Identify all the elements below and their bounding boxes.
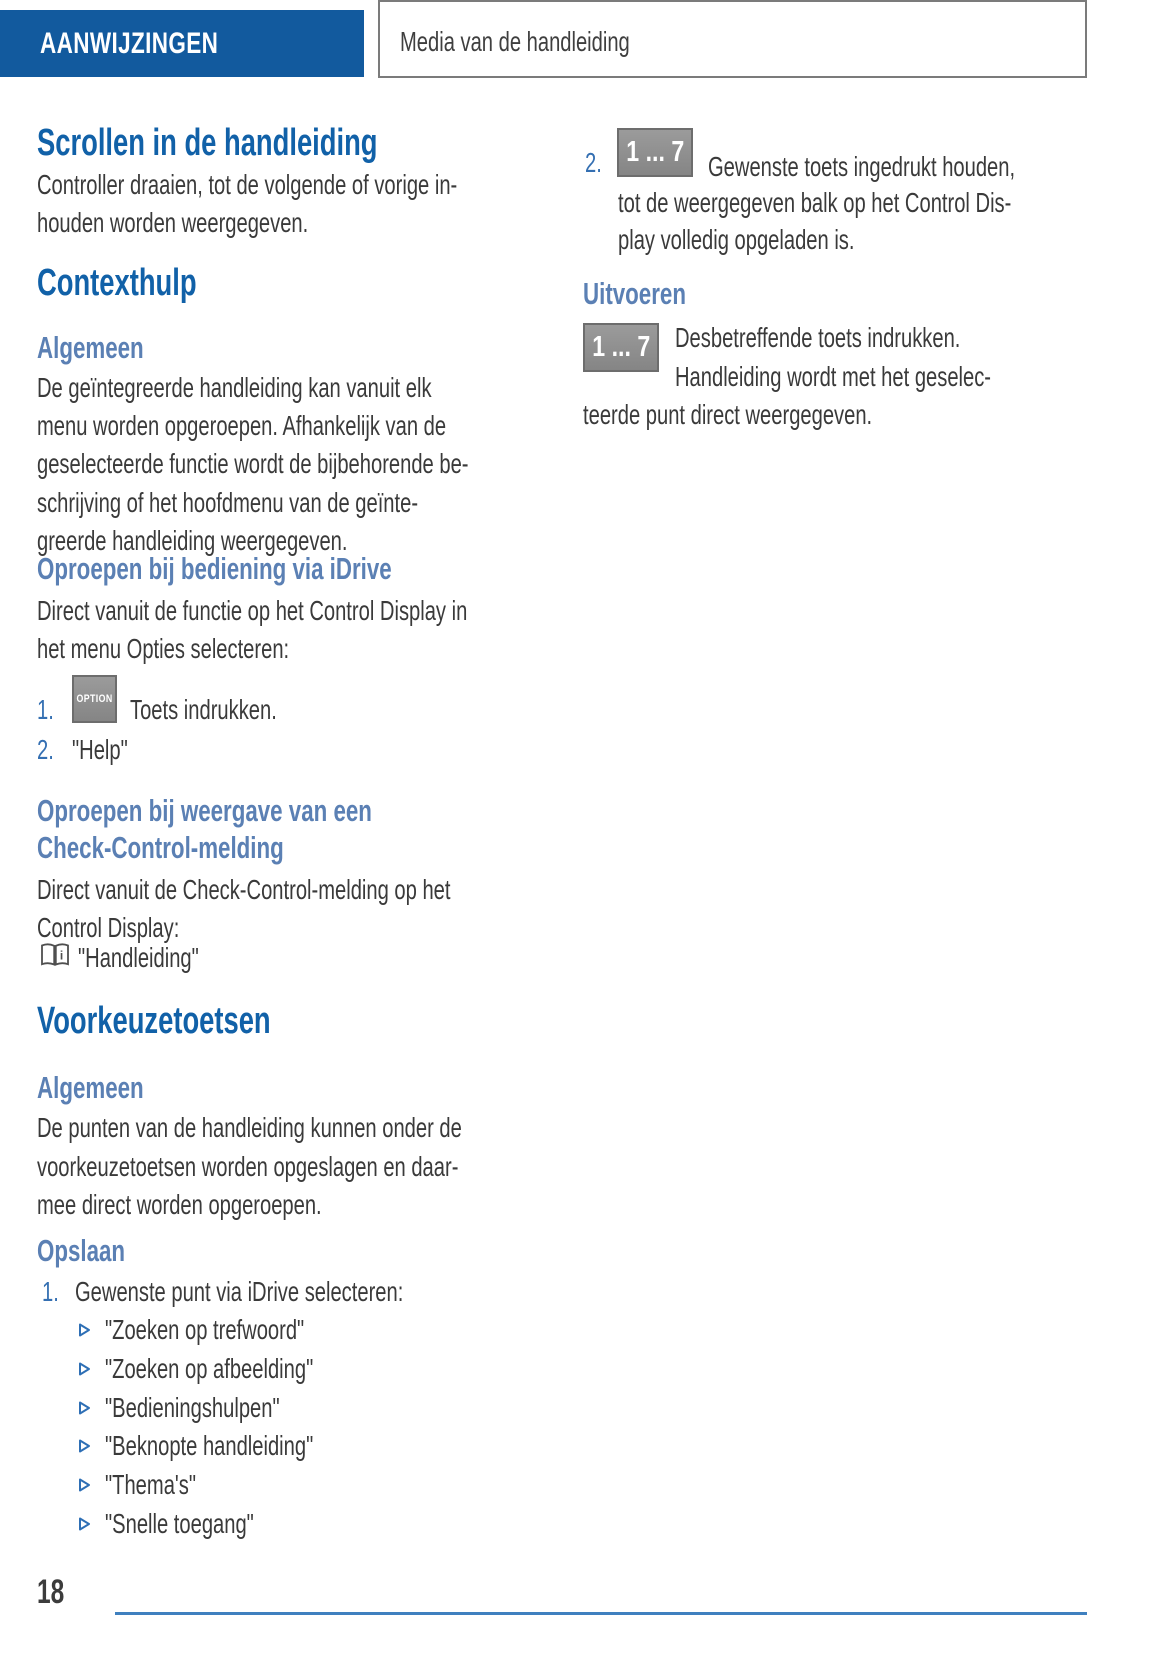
paragraph-line: greerde handleiding weergegeven. <box>37 525 348 556</box>
paragraph-line: play volledig opgeladen is. <box>618 224 855 255</box>
paragraph-line: schrijving of het hoofdmenu van de geïnte- <box>37 487 419 518</box>
subheading-checkcontrol-line: Oproepen bij weergave van een <box>37 793 372 828</box>
step-text: Toets indrukken. <box>130 694 277 725</box>
list-item: "Beknopte handleiding" <box>105 1430 314 1461</box>
paragraph-line: voorkeuzetoetsen worden opgeslagen en daar- <box>37 1151 459 1182</box>
heading-scrollen: Scrollen in de handleiding <box>37 122 378 164</box>
handleiding-item: "Handleiding" <box>78 942 199 973</box>
list-item: "Snelle toegang" <box>105 1508 254 1539</box>
chapter-title-box <box>378 0 1087 78</box>
step-number: 2. <box>585 147 602 178</box>
triangle-bullet-icon <box>78 1517 91 1531</box>
paragraph-line: Handleiding wordt met het geselec- <box>675 361 992 392</box>
section-tab <box>0 10 364 77</box>
paragraph-line: Direct vanuit de Check-Control-melding op het <box>37 874 451 905</box>
step-number: 1. <box>42 1276 59 1307</box>
list-item: "Bedieningshulpen" <box>105 1392 280 1423</box>
paragraph-line: De geïntegreerde handleiding kan vanuit elk <box>37 372 432 403</box>
paragraph-line: houden worden weergegeven. <box>37 207 309 238</box>
paragraph-line: Control Display: <box>37 912 180 943</box>
step-text: "Help" <box>72 734 128 765</box>
svg-text:i: i <box>59 948 64 963</box>
list-item: "Thema's" <box>105 1469 196 1500</box>
paragraph-line: teerde punt direct weergegeven. <box>583 399 873 430</box>
triangle-bullet-icon <box>78 1439 91 1453</box>
subheading-algemeen-2: Algemeen <box>37 1070 144 1105</box>
step-text: Gewenste punt via iDrive selecteren: <box>75 1276 404 1307</box>
heading-voorkeuzetoetsen: Voorkeuzetoetsen <box>37 1000 271 1042</box>
paragraph-line: De punten van de handleiding kunnen onder de <box>37 1112 462 1143</box>
chapter-title: Media van de handleiding <box>400 26 630 57</box>
step-number: 1. <box>37 694 54 725</box>
subheading-uitvoeren: Uitvoeren <box>583 276 686 311</box>
subheading-opslaan: Opslaan <box>37 1233 126 1268</box>
option-key-icon: OPTION <box>72 675 117 723</box>
paragraph-line: geselecteerde functie wordt de bijbehorende be- <box>37 448 469 479</box>
triangle-bullet-icon <box>78 1401 91 1415</box>
paragraph-line: Direct vanuit de functie op het Control Display in <box>37 595 468 626</box>
page-number: 18 <box>37 1573 65 1611</box>
step-number: 2. <box>37 734 54 765</box>
open-book-icon <box>40 942 70 973</box>
paragraph-line: het menu Opties selecteren: <box>37 633 290 664</box>
numbered-key-icon: 1 ... 7 <box>583 323 659 372</box>
list-item: "Zoeken op afbeelding" <box>105 1353 314 1384</box>
list-item: "Zoeken op trefwoord" <box>105 1314 305 1345</box>
triangle-bullet-icon <box>78 1362 91 1376</box>
paragraph-line: Desbetreffende toets indrukken. <box>675 322 961 353</box>
subheading-algemeen-1: Algemeen <box>37 330 144 365</box>
paragraph-line: mee direct worden opgeroepen. <box>37 1189 322 1220</box>
triangle-bullet-icon <box>78 1478 91 1492</box>
triangle-bullet-icon <box>78 1323 91 1337</box>
paragraph-line: tot de weergegeven balk op het Control Dis- <box>618 187 1012 218</box>
numbered-key-icon: 1 ... 7 <box>617 128 693 177</box>
paragraph-line: menu worden opgeroepen. Afhankelijk van de <box>37 410 447 441</box>
paragraph-line: Gewenste toets ingedrukt houden, <box>708 151 1016 182</box>
subheading-checkcontrol-line: Check-Control-melding <box>37 830 284 865</box>
paragraph-line: Controller draaien, tot de volgende of vorige in- <box>37 169 458 200</box>
heading-contexthulp: Contexthulp <box>37 262 197 304</box>
subheading-oproepen-idrive: Oproepen bij bediening via iDrive <box>37 551 392 586</box>
section-label: AANWIJZINGEN <box>40 26 219 60</box>
footer-rule <box>115 1612 1087 1615</box>
